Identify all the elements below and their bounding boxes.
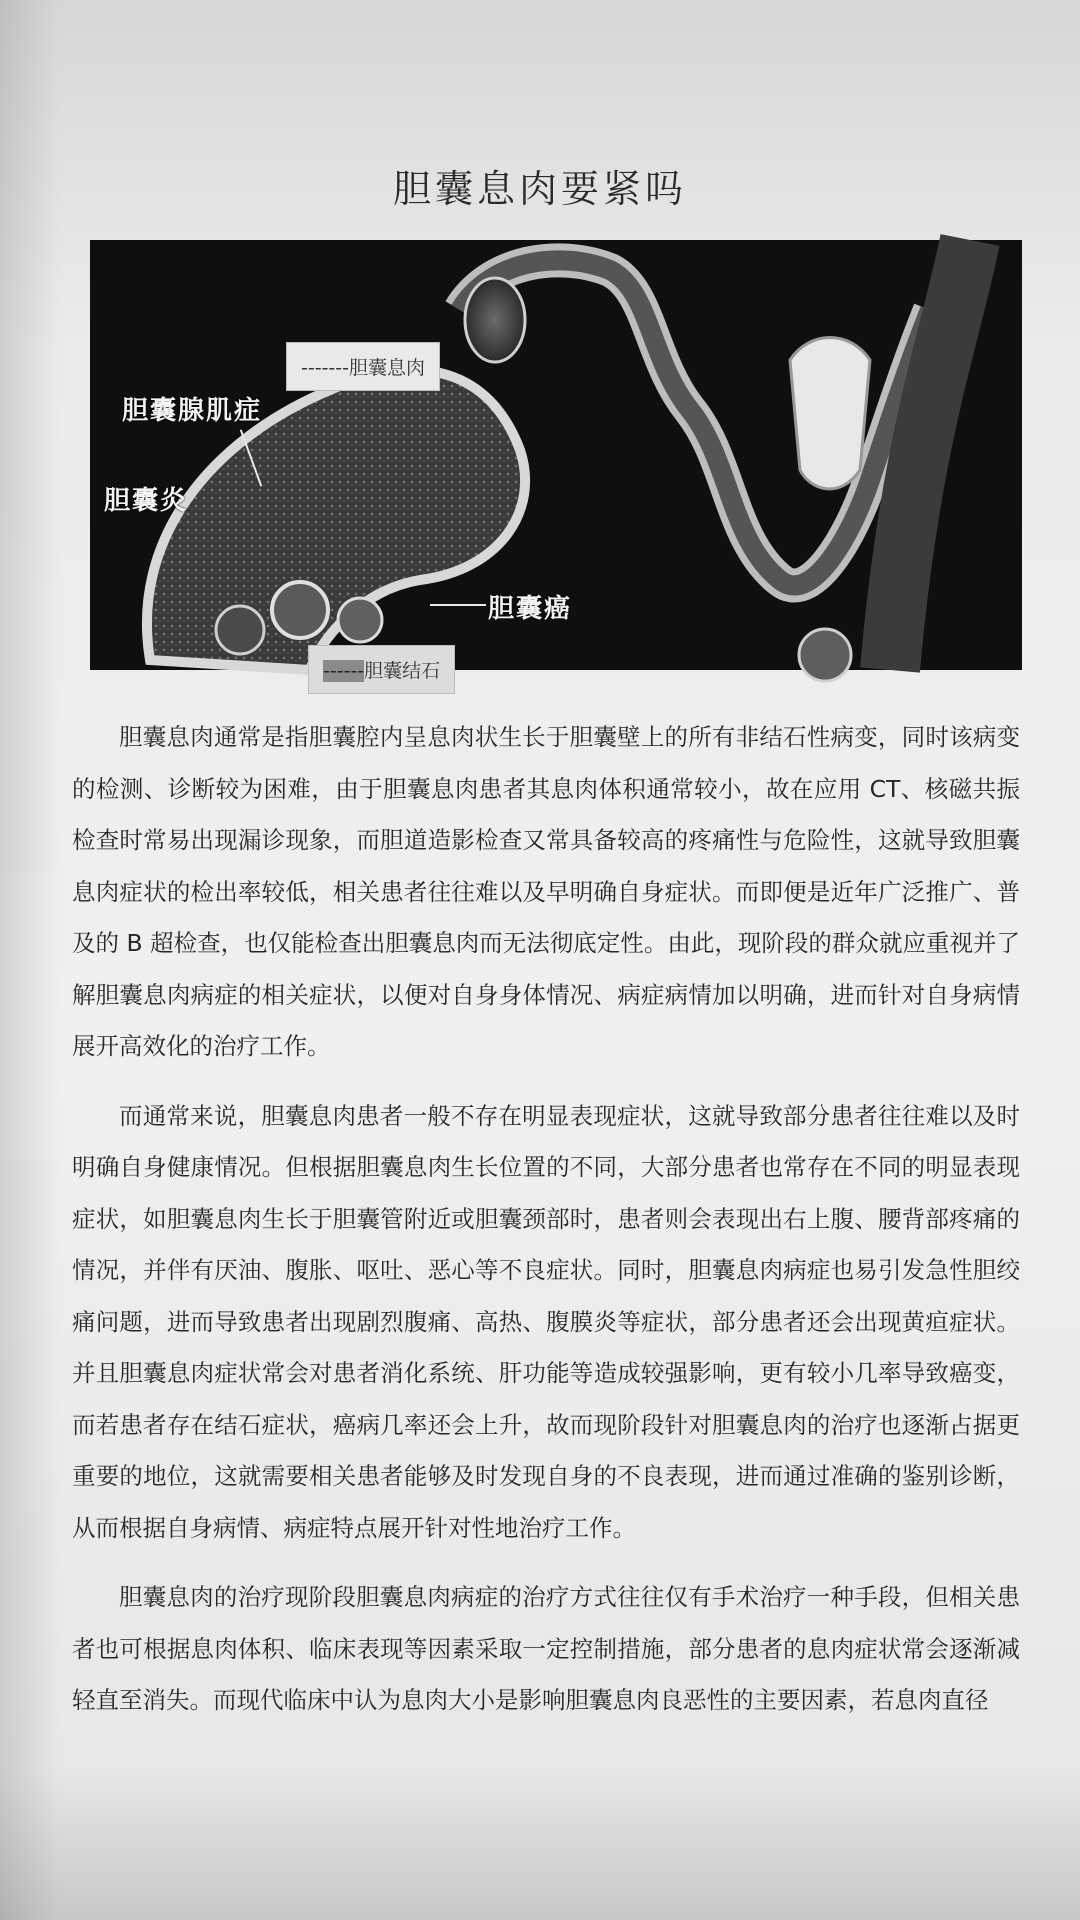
duct-stone-shape [799,629,851,681]
page-shadow [0,0,60,1920]
stone-shape [338,598,382,642]
leader-line [430,604,486,606]
page-title: 胆囊息肉要紧吗 [392,167,687,211]
label-stone-dashes: ------ [323,660,365,682]
label-adenomyosis: 胆囊腺肌症 [122,396,263,426]
paragraph: 胆囊息肉的治疗现阶段胆囊息肉病症的治疗方式往往仅有手术治疗一种手段，但相关患者也可根据息肉体积、临床表现等因素采取一定控制措施，部分患者的息肉症状常会逐渐减轻直至消失。而现代临床中认为息肉大小是影响胆囊息肉良恶性的主要因素，若息肉直径 [72,1583,1020,1714]
valve-shape [790,338,870,489]
anatomy-illustration [90,240,1022,682]
label-polyp: -------胆囊息肉 [286,342,440,391]
paragraph: 胆囊息肉通常是指胆囊腔内呈息肉状生长于胆囊壁上的所有非结石性病变，同时该病变的检测、诊断较为困难，由于胆囊息肉患者其息肉体积通常较小，故在应用 CT、核磁共振检查时常易出现漏诊现象，而胆道造影检查又常具备较高的疼痛性与危险性，这就导致胆囊息肉症状的检出率较低，相关患者往往难以及早明确自身症状。而即便是近年广泛推广、普及的 B 超检查，也仅能检查出胆囊息肉而无法彻底定性。由此，现阶段的群众就应重视并了解胆囊息肉病症的相关症状，以便对自身身体情况、病症病情加以明确，进而针对自身病情展开高效化的治疗工作。 [72,723,1020,1060]
page-fold-shadow [0,1770,1080,1920]
paragraph: 而通常来说，胆囊息肉患者一般不存在明显表现症状，这就导致部分患者往往难以及时明确自身健康情况。但根据胆囊息肉生长位置的不同，大部分患者也常存在不同的明显表现症状，如胆囊息肉生长于胆囊管附近或胆囊颈部时，患者则会表现出右上腹、腰背部疼痛的情况，并伴有厌油、腹胀、呕吐、恶心等不良症状。同时，胆囊息肉病症也易引发急性胆绞痛问题，进而导致患者出现剧烈腹痛、高热、腹膜炎等症状，部分患者还会出现黄疸症状。并且胆囊息肉症状常会对患者消化系统、肝功能等造成较强影响，更有较小几率导致癌变，而若患者存在结石症状，癌病几率还会上升，故而现阶段针对胆囊息肉的治疗也逐渐占据更重要的地位，这就需要相关患者能够及时发现自身的不良表现，进而通过准确的鉴别诊断，从而根据自身病情、病症特点展开针对性地治疗工作。 [72,1101,1020,1542]
label-stone-text: 胆囊结石 [364,660,441,682]
vessel [890,240,970,670]
article-body [72,712,1020,1745]
label-cancer: 胆囊癌 [488,594,573,624]
stone-shape [216,606,264,654]
stone-shape [272,582,328,638]
polyp-shape [465,278,525,362]
label-cholecystitis: 胆囊炎 [104,486,189,516]
label-stone [308,645,455,694]
